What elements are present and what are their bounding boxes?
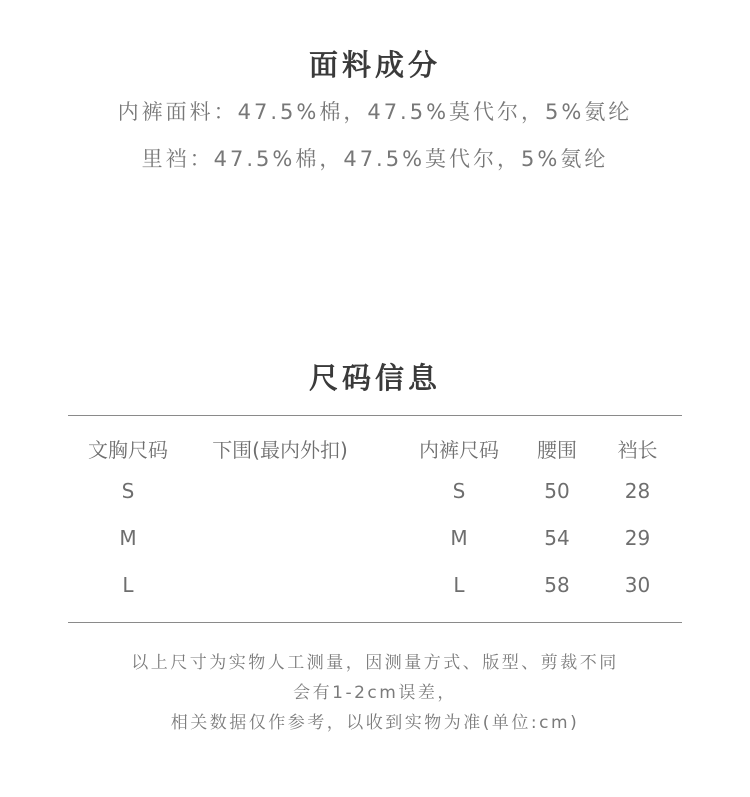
cell-bra-size: L (122, 573, 134, 597)
header-crotch-length: 裆长 (617, 438, 658, 462)
measurement-note-line-2: 会有1-2cm误差， (293, 683, 457, 703)
header-waist: 腰围 (537, 438, 577, 462)
cell-waist: 54 (544, 526, 570, 550)
header-bra-size: 文胸尺码 (88, 438, 168, 462)
cell-brief-size: S (452, 479, 466, 503)
measurement-note-line-1: 以上尺寸为实物人工测量，因测量方式、版型、剪裁不同 (131, 653, 619, 673)
fabric-brief-composition: 内裤面料：47.5%棉，47.5%莫代尔，5%氨纶 (117, 100, 633, 124)
fabric-section-title: 面料成分 (308, 48, 441, 82)
cell-brief-size: M (450, 526, 468, 550)
size-section-title: 尺码信息 (308, 361, 441, 395)
table-bottom-divider (68, 622, 682, 623)
measurement-note-line-3: 相关数据仅作参考，以收到实物为准(单位:cm) (170, 713, 580, 733)
cell-brief-size: L (453, 573, 465, 597)
cell-bra-size: S (121, 479, 135, 503)
header-underbust: 下围(最内外扣) (212, 438, 348, 462)
cell-bra-size: M (119, 526, 137, 550)
table-top-divider (68, 415, 682, 416)
cell-waist: 50 (544, 479, 570, 503)
fabric-crotch-composition: 里裆：47.5%棉，47.5%莫代尔，5%氨纶 (141, 147, 609, 171)
cell-waist: 58 (544, 573, 570, 597)
cell-crotch-length: 28 (624, 479, 651, 503)
cell-crotch-length: 30 (624, 573, 651, 597)
header-brief-size: 内裤尺码 (419, 438, 499, 462)
cell-crotch-length: 29 (624, 526, 651, 550)
